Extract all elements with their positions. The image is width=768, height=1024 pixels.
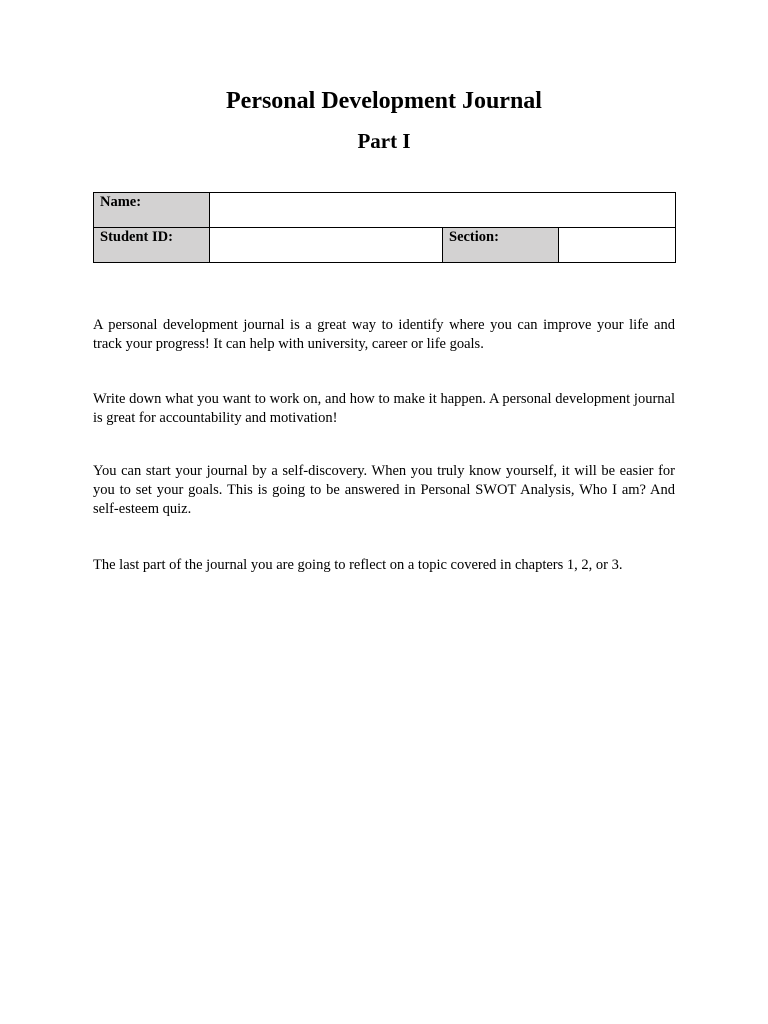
self-discovery-paragraph: You can start your journal by a self-discovery. When you truly know yourself, it will be easier for you to set your goals. This is going to be answered in Personal SWOT Analysis, Who I am? And self-esteem quiz. xyxy=(93,463,675,517)
intro-paragraph: A personal development journal is a great way to identify where you can improve your life and track your progress! It can help with university, career or life goals. xyxy=(93,317,675,352)
student-id-field[interactable] xyxy=(210,228,443,263)
section-field[interactable] xyxy=(559,228,676,263)
student-id-row xyxy=(94,228,676,263)
name-label: Name: xyxy=(94,193,210,228)
reflection-paragraph: The last part of the journal you are going to reflect on a topic covered in chapters 1, 2, or 3. xyxy=(93,557,623,573)
document-title: Personal Development Journal xyxy=(226,88,542,114)
student-info-table xyxy=(93,192,676,263)
student-id-label: Student ID: xyxy=(94,228,210,263)
document-subtitle: Part I xyxy=(357,129,411,153)
instructions-paragraph: Write down what you want to work on, and how to make it happen. A personal development journal is great for accountability and motivation! xyxy=(93,391,675,426)
name-field[interactable] xyxy=(210,193,676,228)
name-row xyxy=(94,193,676,228)
section-label: Section: xyxy=(443,228,559,263)
